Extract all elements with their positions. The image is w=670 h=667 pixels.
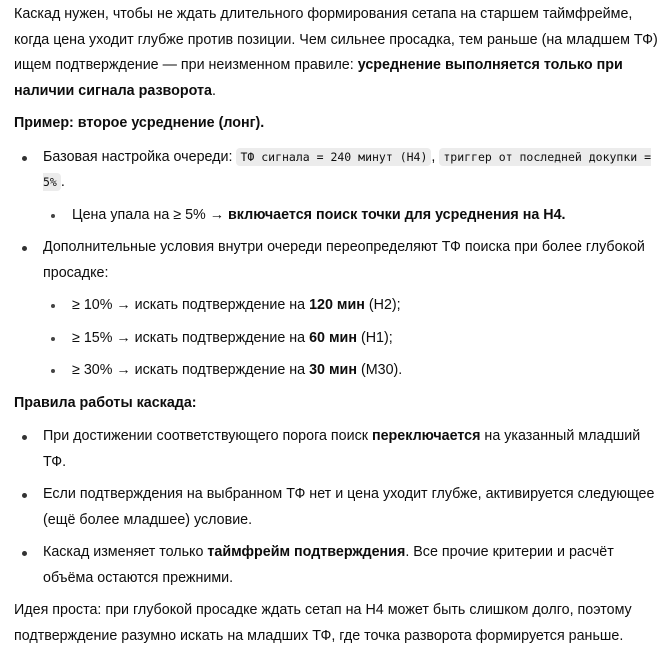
text-segment: (M30). <box>356 362 403 378</box>
paragraph <box>14 2 660 104</box>
text-segment: ≥ 15% → искать подтверждение на <box>72 329 310 346</box>
paragraph <box>14 598 660 649</box>
text-segment: Каскад изменяет только <box>43 544 208 560</box>
bold-text: 30 мин <box>309 362 357 378</box>
list-item <box>14 482 660 533</box>
text-segment: . <box>211 82 216 99</box>
text-segment: Если подтверждения на выбранном ТФ нет и цена уходит глубже, активируется следующее (ещё более младшее) условие. <box>43 486 655 528</box>
text-segment: ≥ 30% → искать подтверждение на <box>72 362 310 378</box>
bold-text: Пример: второе усреднение (лонг). <box>14 115 265 131</box>
text-segment: Дополнительные условия внутри очереди переопределяют ТФ поиска при более глубокой просадке: <box>43 239 645 281</box>
nested-list-item <box>43 358 660 384</box>
text-segment: , <box>431 148 440 165</box>
list-item <box>14 235 660 384</box>
text-segment: Каскад нужен, чтобы не ждать длительного формирования сетапа на старшем таймфрейме, когда цена уходит глубже против позиции. Чем сильнее просадка, тем раньше (на младшем ТФ) ищем подтверждение — при неизменном правиле: <box>14 6 658 73</box>
text-segment: При достижении соответствующего порога поиск <box>43 428 372 444</box>
list-item <box>14 424 660 475</box>
section-heading <box>14 111 660 137</box>
text-segment: . <box>60 174 65 190</box>
inline-code: триггер от последней докупки = 5% <box>43 149 652 189</box>
bold-text: 60 мин <box>309 329 357 346</box>
nested-list-item <box>43 203 660 229</box>
nested-list <box>43 203 660 229</box>
nested-list <box>43 293 660 384</box>
text-segment: Цена упала на ≥ 5% → <box>72 206 228 223</box>
bullet-list <box>14 424 660 591</box>
section-heading <box>14 391 660 417</box>
list-item <box>14 540 660 591</box>
bold-text: переключается <box>371 428 481 444</box>
bold-text: включается поиск точки для усреднения на H4. <box>228 206 566 223</box>
text-segment: (H1); <box>356 329 393 346</box>
text-segment: Идея проста: при глубокой просадке ждать сетап на H4 может быть слишком долго, поэтому подтверждение разумно искать на младших ТФ, где точка разворота формируется раньше. <box>14 602 632 644</box>
text-segment: на указанный младший ТФ. <box>43 428 641 470</box>
bold-text: Правила работы каскада: <box>14 394 197 411</box>
list-item <box>14 145 660 229</box>
text-segment: . Все прочие критерии и расчёт объёма остаются прежними. <box>43 544 614 586</box>
bold-text: таймфрейм подтверждения <box>207 544 406 560</box>
bold-text: усреднение выполняется только при наличии сигнала разворота <box>14 57 623 99</box>
text-segment: ≥ 10% → искать подтверждение на <box>72 297 310 313</box>
nested-list-item <box>43 326 660 352</box>
bullet-list <box>14 145 660 384</box>
bold-text: 120 мин <box>309 297 365 313</box>
text-segment: (H2); <box>364 297 401 313</box>
nested-list-item <box>43 293 660 319</box>
text-segment: Базовая настройка очереди: <box>43 148 237 165</box>
inline-code: ТФ сигнала = 240 минут (H4) <box>236 148 431 166</box>
